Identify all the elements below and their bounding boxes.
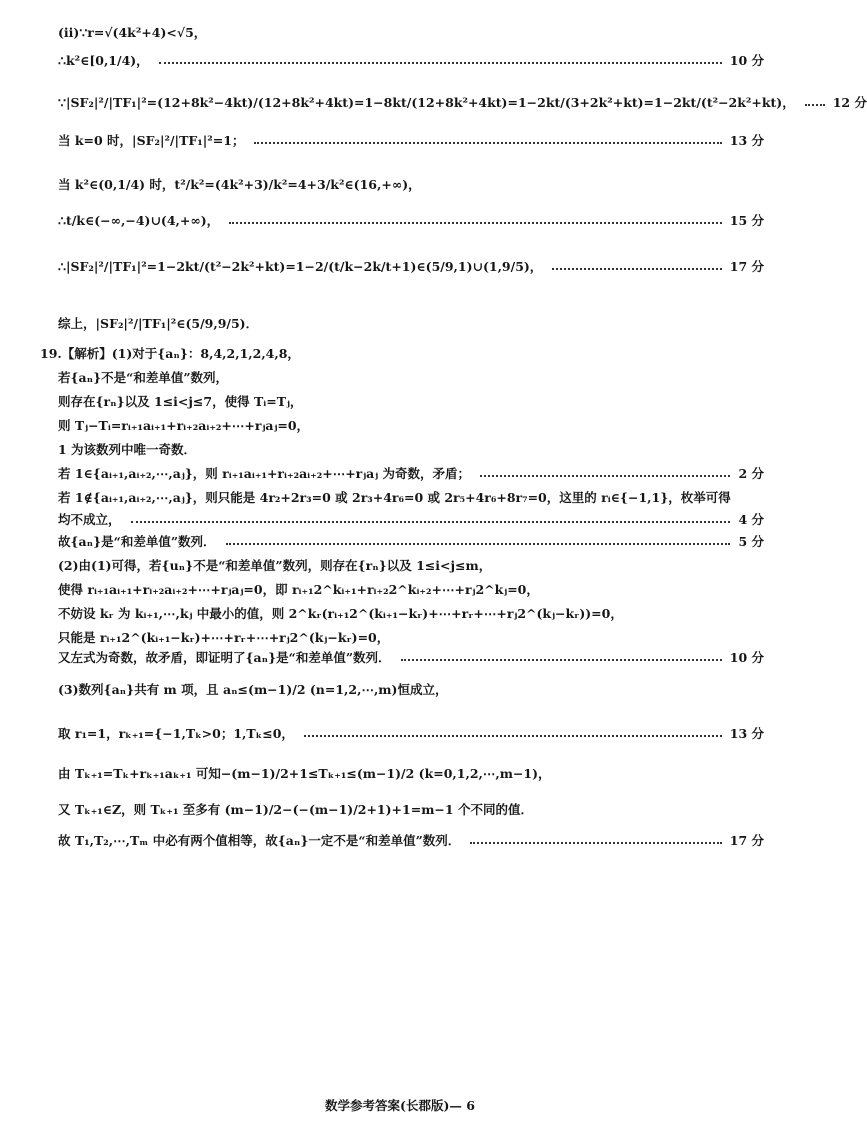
line-text: 1 为该数列中唯一奇数． bbox=[58, 442, 197, 457]
score-label: 17 分 bbox=[729, 259, 764, 274]
line-text: (2)由(1)可得，若{uₙ}不是“和差单值”数列，则存在{rₙ}以及 1≤i<j≤m， bbox=[58, 558, 492, 573]
solution-line bbox=[58, 828, 764, 852]
line-text: 若 1∈{aᵢ₊₁,aᵢ₊₂,⋯,aⱼ}，则 rᵢ₊₁aᵢ₊₁+rᵢ₊₂aᵢ₊₂+⋯+rⱼaⱼ 为奇数，矛盾； bbox=[58, 466, 471, 481]
solution-line bbox=[58, 646, 764, 668]
solution-line bbox=[58, 172, 764, 196]
line-text: 19.【解析】(1)对于{aₙ}：8,4,2,1,2,4,8， bbox=[40, 346, 300, 361]
solution-line bbox=[58, 366, 764, 388]
line-text: 则 Tⱼ−Tᵢ=rᵢ₊₁aᵢ₊₁+rᵢ₊₂aᵢ₊₂+⋯+rⱼaⱼ=0， bbox=[58, 418, 310, 433]
page-footer: 数学参考答案(长郡版)— 6 bbox=[325, 1098, 475, 1113]
solution-line bbox=[58, 390, 764, 412]
dot-leader bbox=[254, 142, 721, 144]
score-label: 4 分 bbox=[738, 512, 764, 527]
solution-line bbox=[40, 342, 764, 364]
line-text: ∴k²∈[0,1/4)， bbox=[58, 53, 149, 68]
line-text: 若{aₙ}不是“和差单值”数列， bbox=[58, 370, 229, 385]
dot-leader bbox=[470, 842, 721, 844]
solution-line bbox=[58, 438, 764, 460]
solution-line bbox=[58, 486, 764, 508]
line-text: 当 k²∈(0,1/4) 时，t²/k²=(4k²+3)/k²=4+3/k²∈(16,+∞)， bbox=[58, 177, 421, 192]
line-text: (3)数列{aₙ}共有 m 项，且 aₙ≤(m−1)/2 (n=1,2,⋯,m)恒成立， bbox=[58, 682, 448, 697]
solution-line bbox=[58, 128, 764, 152]
line-text: ∵|SF₂|²/|TF₁|²=(12+8k²−4kt)/(12+8k²+4kt)=1−8kt/(12+8k²+4kt)=1−2kt/(3+2k²+kt)=1−2kt/(t²−2k²+kt)， bbox=[58, 95, 795, 110]
score-label: 5 分 bbox=[738, 534, 764, 549]
dot-leader bbox=[805, 104, 825, 106]
line-text: 综上，|SF₂|²/|TF₁|²∈(5/9,9/5)． bbox=[58, 316, 259, 331]
score-label: 15 分 bbox=[729, 213, 764, 228]
solution-line bbox=[58, 530, 764, 552]
solution-line bbox=[58, 796, 764, 822]
line-text: ∴t/k∈(−∞,−4)∪(4,+∞)， bbox=[58, 213, 220, 228]
line-text: 取 r₁=1，rₖ₊₁={−1,Tₖ>0；1,Tₖ≤0， bbox=[58, 726, 294, 741]
solution-line bbox=[58, 252, 764, 280]
line-text: 若 1∉{aᵢ₊₁,aᵢ₊₂,⋯,aⱼ}，则只能是 4r₂+2r₃=0 或 2r₃+4r₆=0 或 2r₅+4r₆+8r₇=0，这里的 rᵢ∈{−1,1}，枚举可得 bbox=[58, 490, 731, 505]
solution-line bbox=[58, 208, 764, 232]
score-label: 2 分 bbox=[738, 466, 764, 481]
line-text: 又左式为奇数，故矛盾，即证明了{aₙ}是“和差单值”数列． bbox=[58, 650, 391, 665]
dot-leader bbox=[159, 62, 722, 64]
line-text: 均不成立， bbox=[58, 512, 121, 527]
score-label: 17 分 bbox=[729, 833, 764, 848]
solution-line bbox=[58, 310, 764, 336]
solution-line bbox=[58, 48, 764, 72]
solution-line bbox=[58, 676, 764, 702]
solution-line bbox=[58, 554, 764, 576]
solution-line bbox=[58, 626, 764, 648]
dot-leader bbox=[480, 475, 730, 477]
line-text: (ⅱ)∵r=√(4k²+4)<√5， bbox=[58, 25, 207, 40]
solution-line bbox=[58, 20, 764, 44]
solution-line bbox=[58, 718, 764, 748]
line-text: ∴|SF₂|²/|TF₁|²=1−2kt/(t²−2k²+kt)=1−2/(t/k−2k/t+1)∈(5/9,1)∪(1,9/5)， bbox=[58, 259, 543, 274]
solution-line bbox=[58, 88, 867, 116]
solution-line bbox=[58, 462, 764, 484]
dot-leader bbox=[304, 735, 722, 737]
line-text: 由 Tₖ₊₁=Tₖ+rₖ₊₁aₖ₊₁ 可知−(m−1)/2+1≤Tₖ₊₁≤(m−1)/2 (k=0,1,2,⋯,m−1)， bbox=[58, 766, 551, 781]
dot-leader bbox=[552, 268, 721, 270]
line-text: 只能是 rᵢ₊₁2^(kᵢ₊₁−kᵣ)+⋯+rᵣ+⋯+rⱼ2^(kⱼ−kᵣ)=0， bbox=[58, 630, 390, 645]
solution-line bbox=[58, 602, 764, 624]
dot-leader bbox=[229, 222, 722, 224]
score-label: 13 分 bbox=[729, 133, 764, 148]
line-text: 不妨设 kᵣ 为 kᵢ₊₁,⋯,kⱼ 中最小的值，则 2^kᵣ(rᵢ₊₁2^(kᵢ₊₁−kᵣ)+⋯+rᵣ+⋯+rⱼ2^(kⱼ−kᵣ))=0， bbox=[58, 606, 623, 621]
line-text: 则存在{rₙ}以及 1≤i<j≤7，使得 Tᵢ=Tⱼ， bbox=[58, 394, 303, 409]
score-label: 12 分 bbox=[832, 95, 867, 110]
dot-leader bbox=[226, 543, 731, 545]
line-text: 故 T₁,T₂,⋯,Tₘ 中必有两个值相等，故{aₙ}一定不是“和差单值”数列． bbox=[58, 833, 461, 848]
line-text: 当 k=0 时，|SF₂|²/|TF₁|²=1； bbox=[58, 133, 245, 148]
solution-line bbox=[58, 760, 764, 786]
solution-line bbox=[58, 414, 764, 436]
dot-leader bbox=[401, 659, 722, 661]
solution-line bbox=[58, 508, 764, 530]
score-label: 10 分 bbox=[729, 53, 764, 68]
line-text: 使得 rᵢ₊₁aᵢ₊₁+rᵢ₊₂aᵢ₊₂+⋯+rⱼaⱼ=0，即 rᵢ₊₁2^kᵢ₊₁+rᵢ₊₂2^kᵢ₊₂+⋯+rⱼ2^kⱼ=0， bbox=[58, 582, 539, 597]
line-text: 又 Tₖ₊₁∈Z，则 Tₖ₊₁ 至多有 (m−1)/2−(−(m−1)/2+1)+1=m−1 个不同的值． bbox=[58, 802, 533, 817]
score-label: 13 分 bbox=[729, 726, 764, 741]
score-label: 10 分 bbox=[729, 650, 764, 665]
line-text: 故{aₙ}是“和差单值”数列． bbox=[58, 534, 216, 549]
dot-leader bbox=[131, 521, 731, 523]
solution-line bbox=[58, 578, 764, 600]
